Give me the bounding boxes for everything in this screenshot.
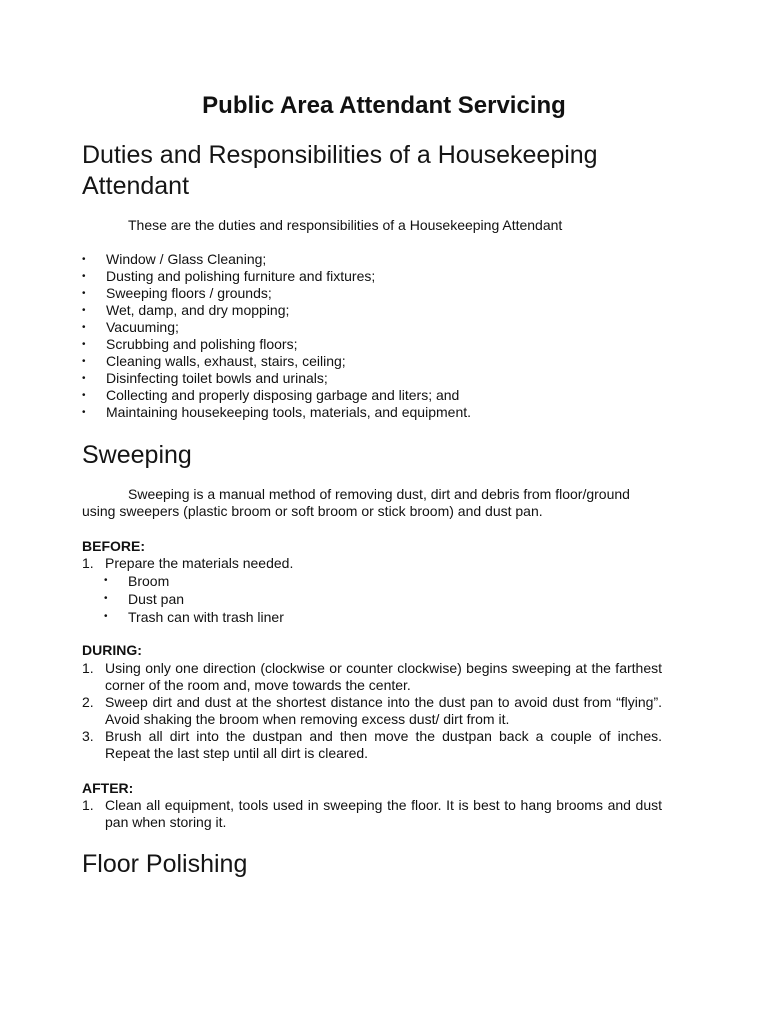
materials-list <box>104 572 284 626</box>
list-item: • Maintaining housekeeping tools, materials, and equipment. <box>82 404 471 421</box>
before-label: BEFORE: <box>82 538 145 554</box>
step-number: 3. <box>82 728 94 744</box>
list-item: • Vacuuming; <box>82 319 471 336</box>
duties-intro: These are the duties and responsibilities of a Housekeeping Attendant <box>128 217 563 233</box>
list-item: • Scrubbing and polishing floors; <box>82 336 471 353</box>
sweeping-description-text: Sweeping is a manual method of removing dust, dirt and debris from floor/ground using sweepers (plastic broom or soft broom or stick broom) and dust pan. <box>82 486 630 519</box>
step-number: 1. <box>82 797 94 813</box>
duties-list <box>82 251 471 421</box>
list-item: • Collecting and properly disposing garbage and liters; and <box>82 387 471 404</box>
step-text: Using only one direction (clockwise or counter clockwise) begins sweeping at the farthest corner of the room and, move towards the center. <box>105 660 662 693</box>
step-number: 1. <box>82 555 94 571</box>
sweeping-description <box>82 486 662 520</box>
step-text: Clean all equipment, tools used in sweeping the floor. It is best to hang brooms and dust pan when storing it. <box>105 797 662 830</box>
list-item: • Broom <box>104 572 284 590</box>
after-label: AFTER: <box>82 780 134 796</box>
list-item: • Cleaning walls, exhaust, stairs, ceiling; <box>82 353 471 370</box>
list-item: • Trash can with trash liner <box>104 608 284 626</box>
list-item: • Dusting and polishing furniture and fixtures; <box>82 268 471 285</box>
list-item: • Window / Glass Cleaning; <box>82 251 471 268</box>
during-steps <box>82 660 662 762</box>
floor-polishing-heading: Floor Polishing <box>82 850 248 878</box>
list-item: • Dust pan <box>104 590 284 608</box>
list-item: • Sweeping floors / grounds; <box>82 285 471 302</box>
list-item <box>82 694 662 728</box>
step-text: Brush all dirt into the dustpan and then move the dustpan back a couple of inches. Repeat the last step until all dirt is cleared. <box>105 728 662 761</box>
before-steps <box>82 555 662 572</box>
step-text: Sweep dirt and dust at the shortest distance into the dust pan to avoid dust from “flying”. Avoid shaking the broom when removing excess dust/ dirt from it. <box>105 694 662 727</box>
list-item <box>82 728 662 762</box>
list-item <box>82 797 662 831</box>
duties-heading: Duties and Responsibilities of a Housekeeping Attendant <box>82 141 598 200</box>
list-item <box>82 555 662 572</box>
list-item <box>82 660 662 694</box>
step-number: 2. <box>82 694 94 710</box>
during-label: DURING: <box>82 642 142 658</box>
sweeping-heading: Sweeping <box>82 441 192 469</box>
document-title: Public Area Attendant Servicing <box>202 92 566 119</box>
step-text: Prepare the materials needed. <box>105 555 294 571</box>
after-steps <box>82 797 662 831</box>
list-item: • Disinfecting toilet bowls and urinals; <box>82 370 471 387</box>
step-number: 1. <box>82 660 94 676</box>
list-item: • Wet, damp, and dry mopping; <box>82 302 471 319</box>
